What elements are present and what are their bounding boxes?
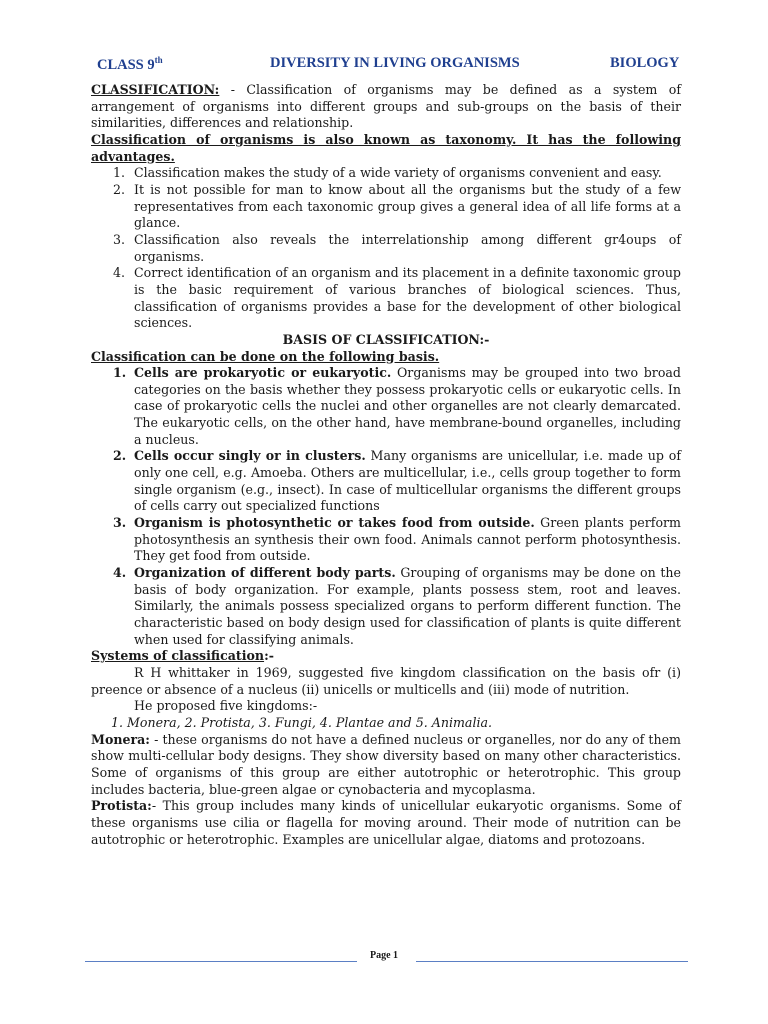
taxonomy-heading: Classification of organisms is also known as taxonomy. It has the following advantages. — [91, 131, 681, 164]
list-item: 1. Cells are prokaryotic or eukaryotic. Organisms may be grouped into two broad categories on the basis whether they possess prokaryotic cells or eukaryotic cells. In case of prokaryotic cells the nuclei and other organelles are not clearly demarcated. The eukaryotic cells, on the other hand, have membrane-bound organelles, including a nucleus. — [113, 365, 681, 447]
footer-divider-left — [85, 961, 357, 962]
class-label: CLASS 9th — [97, 55, 163, 73]
list-item: 2. Cells occur singly or in clusters. Many organisms are unicellular, i.e. made up of only one cell, e.g. Amoeba. Others are multicellular, i.e., cells group together to form single organism (e.g., insect). In case of multicellular organisms the different groups of cells carry out specialized functions — [113, 448, 682, 514]
subject-label: BIOLOGY — [610, 55, 680, 71]
chapter-title: DIVERSITY IN LIVING ORGANISMS — [270, 55, 520, 71]
page-footer — [0, 950, 768, 970]
classification-heading: CLASSIFICATION: — [91, 82, 220, 97]
document-body — [91, 82, 681, 848]
basis-list — [91, 365, 681, 648]
list-item: 4. Organization of different body parts. Grouping of organisms may be done on the basis of body organization. For example, plants possess stem, root and leaves. Similarly, the animals possess specialized organs to perform different function. The characteristic based on body design used for classification of plants is quite different when used for classifying animals. — [113, 565, 681, 647]
list-item: 3. Organism is photosynthetic or takes food from outside. Green plants perform photosynthesis an synthesis their own food. Animals cannot perform photosynthesis. They get food from outside. — [113, 515, 681, 564]
classification-definition: CLASSIFICATION: - Classification of organisms may be defined as a system of arrangement of organisms into different groups and sub-groups on the basis of their similarities, differences and relationship. — [91, 82, 681, 131]
kingdoms-list: 1. Monera, 2. Protista, 3. Fungi, 4. Plantae and 5. Animalia. — [111, 714, 493, 730]
systems-heading: Systems of classification:- — [91, 648, 274, 664]
list-item: 2. It is not possible for man to know about all the organisms but the study of a few representatives from each taxonomic group gives a general idea of all life forms at a glance. — [113, 181, 681, 231]
protista-paragraph: Protista:- This group includes many kinds of unicellular eukaryotic organisms. Some of these organisms use cilia or flagella for moving around. Their mode of nutrition can be autotrophic or heterotrophic. Examples are unicellular algae, diatoms and protozoans. — [91, 798, 681, 847]
proposed-line: He proposed five kingdoms:- — [134, 698, 318, 714]
list-item: 4. Correct identification of an organism and its placement in a definite taxonomic group is the basic requirement of various branches of biological sciences. Thus, classification of organisms provides a base for the development of other biological sciences. — [113, 265, 681, 331]
monera-label: Monera: — [91, 731, 150, 747]
protista-label: Protista: — [91, 798, 152, 814]
page-number: Page 1 — [370, 950, 399, 961]
monera-paragraph: Monera: - these organisms do not have a defined nucleus or organelles, nor do any of them show multi-cellular body designs. They show diversity based on many other characteristics. Some of organisms of this group are either autotrophic or heterotrophic. This group includes bacteria, blue-green algae or cynobacteria and mycoplasma. — [91, 731, 681, 797]
footer-divider-right — [416, 961, 688, 962]
basis-intro: Classification can be done on the following basis. — [91, 348, 440, 364]
systems-paragraph: R H whittaker in 1969, suggested five kingdom classification on the basis ofr (i) preence or absence of a nucleus (ii) unicells or multicells and (iii) mode of nutrition. — [91, 664, 681, 697]
basis-heading: BASIS OF CLASSIFICATION:- — [282, 331, 490, 347]
list-item: 3. Classification also reveals the interrelationship among different gr4oups of organisms. — [113, 231, 681, 264]
advantages-list — [91, 165, 681, 332]
page-header — [0, 55, 768, 75]
list-item: 1. Classification makes the study of a wide variety of organisms convenient and easy. — [113, 165, 662, 181]
class-superscript: th — [154, 55, 163, 65]
